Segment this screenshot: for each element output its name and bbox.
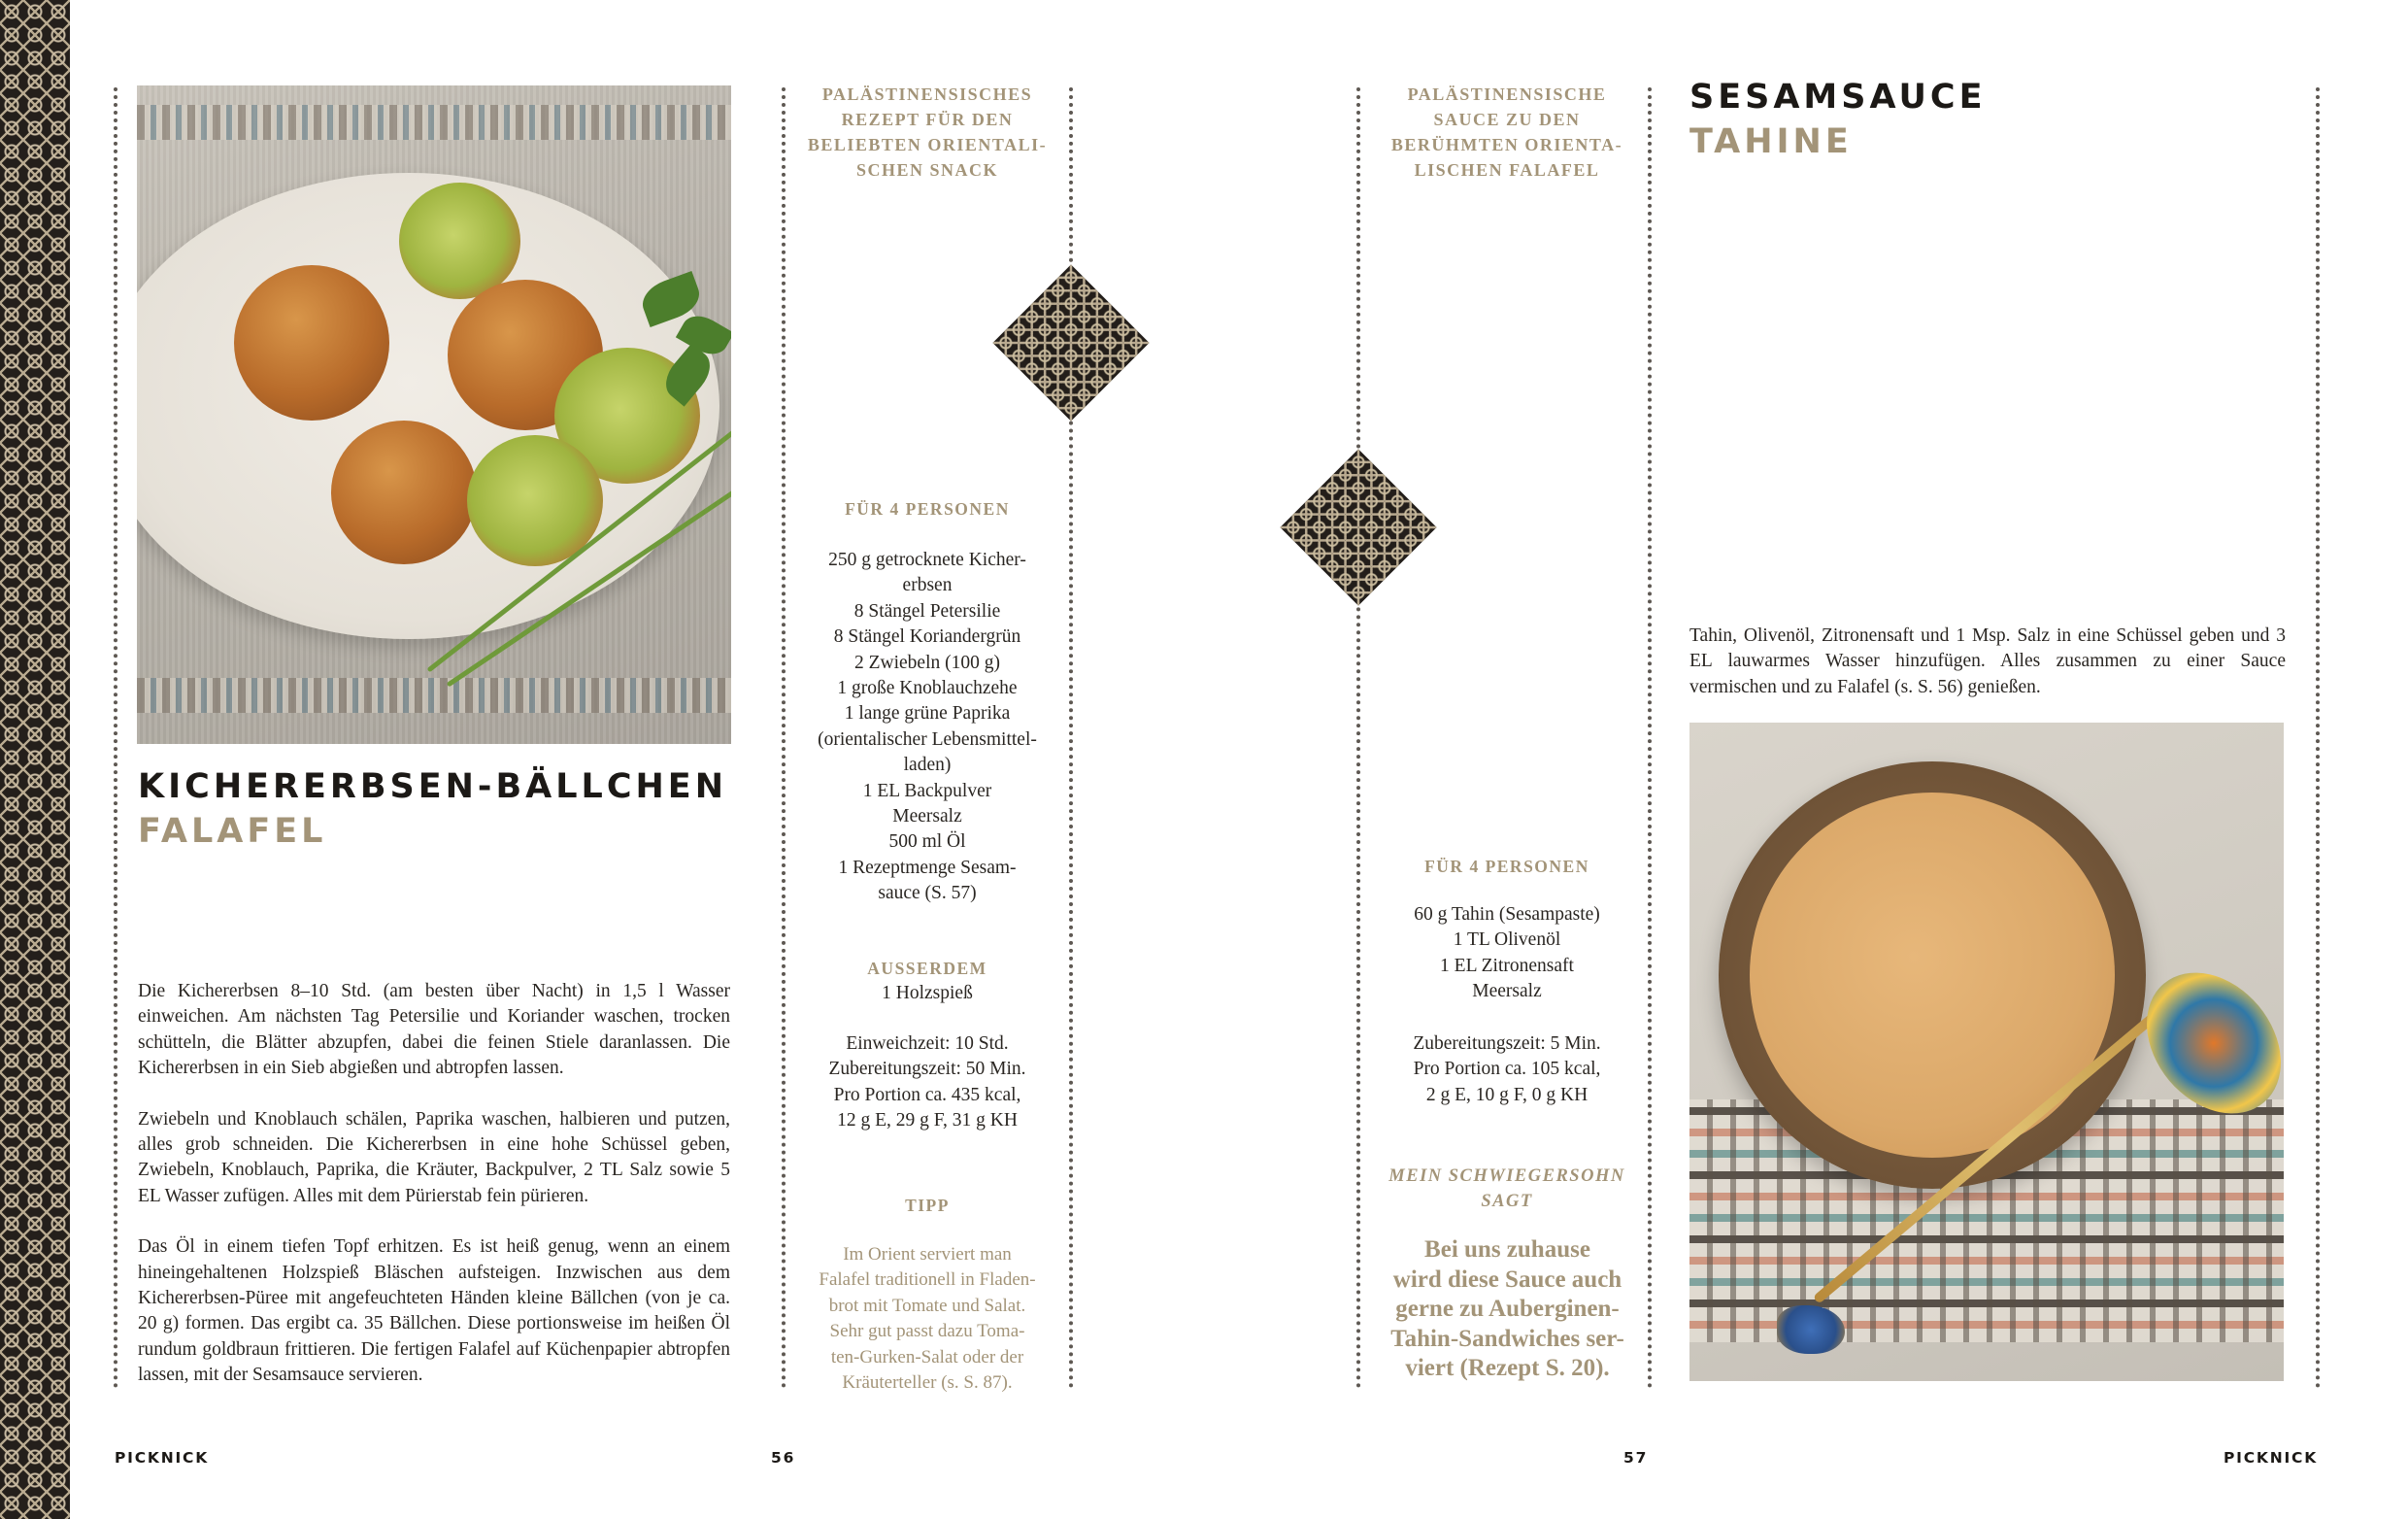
falafel-photo — [137, 85, 731, 744]
tahini-quote-label: MEIN SCHWIEGERSOHN SAGT — [1388, 1166, 1625, 1211]
ingredient-line: 250 g getrocknete Kicher- — [828, 550, 1026, 570]
falafel-step-3: Das Öl in einem tiefen Topf erhitzen. Es ist heiß genug, wenn an einem hineingehaltenen Holzspieß Bläschen aufsteigen. Inzwischen aus dem Kichererbsen-Püree mit angefeuchteten Händen kleine Bällchen (von je ca. 20 g) formen. Das ergibt ca. 35 Bällchen. Diese portionsweise im heißen Öl rundum goldbraun frittieren. Die fertigen Falafel auf Küchenpapier abtropfen lassen, mit der Sesamsauce servieren. — [138, 1236, 730, 1386]
tahini-side-heading: PALÄSTINENSISCHE SAUCE ZU DEN BERÜHMTEN ORIENTA- LISCHEN FALAFEL — [1390, 84, 1623, 180]
falafel-step-1: Die Kichererbsen 8–10 Std. (am besten über Nacht) in 1,5 l Wasser einweichen. Am nächsten Tag Petersilie und Koriander waschen, trocken schütteln, die Blätter abzupfen, dabei die feinen Stiele daranlassen. Die Kichererbsen in ein Sieb abgießen und abtropfen lassen. — [138, 981, 730, 1079]
ornament-diamond-right — [1280, 449, 1436, 605]
falafel-extra-item: 1 Holzspieß — [882, 983, 973, 1003]
footer-page-number-left: 56 — [771, 1449, 796, 1467]
ingredient-line: 1 Rezeptmenge Sesam- — [838, 857, 1017, 878]
tahini-ingredients-list — [1371, 902, 1643, 1005]
ingredient-line: 8 Stängel Koriandergrün — [833, 626, 1021, 648]
ingredient-line: 1 große Knoblauchzehe — [837, 678, 1018, 699]
falafel-step-2: Zwiebeln und Knoblauch schälen, Paprika waschen, halbieren und putzen, alles grob schneiden. Die Kichererbsen in eine hohe Schüssel geben, Zwiebeln, Knoblauch, Paprika, die Kräuter, Backpulver, 2 TL Salz sowie 5 EL Wasser zufügen. Alles mit dem Pürierstab fein pürieren. — [138, 1108, 730, 1206]
falafel-side-heading: PALÄSTINENSISCHES REZEPT FÜR DEN BELIEBTEN ORIENTALI- SCHEN SNACK — [807, 84, 1048, 180]
ingredient-line: laden) — [903, 755, 952, 776]
footer-section-left: PICKNICK — [115, 1449, 210, 1467]
tahini-subtitle: TAHINE — [1689, 122, 1853, 161]
tahini-photo — [1689, 723, 2284, 1381]
ingredient-line: 2 Zwiebeln (100 g) — [853, 652, 1000, 673]
falafel-instructions — [138, 979, 730, 1414]
divider-right-mid — [1648, 87, 1652, 1389]
ingredient-line: 8 Stängel Petersilie — [853, 600, 1001, 622]
falafel-ingredients-list — [791, 548, 1063, 907]
ingredient-line: (orientalischer Lebensmittel- — [818, 728, 1037, 750]
tahini-servings-label: FÜR 4 PERSONEN — [1424, 857, 1589, 876]
falafel-times: Einweichzeit: 10 Std. Zubereitungszeit: 50 Min. Pro Portion ca. 435 kcal, 12 g E, 29 g F, 31 g KH — [828, 1033, 1026, 1131]
falafel-title: KICHERERBSEN-BÄLLCHEN — [138, 767, 728, 806]
divider-left-mid — [782, 87, 786, 1389]
ingredient-line: 60 g Tahin (Sesampaste) — [1414, 904, 1600, 925]
ingredient-line: Meersalz — [892, 806, 962, 827]
ornament-diamond-left — [992, 264, 1149, 421]
footer-section-right: PICKNICK — [2224, 1449, 2319, 1467]
ingredient-line: erbsen — [902, 575, 953, 596]
ingredient-line: 1 TL Olivenöl — [1453, 929, 1561, 951]
falafel-tip-label: TIPP — [905, 1196, 950, 1215]
tahini-quote-text: Bei uns zuhause wird diese Sauce auch gerne zu Auberginen- Tahin-Sandwiches ser- viert (Rezept S. 20). — [1390, 1236, 1624, 1381]
divider-right-outer — [2316, 87, 2320, 1389]
falafel-tip-text: Im Orient serviert man Falafel traditionell in Fladen- brot mit Tomate und Salat. Sehr gut passt dazu Toma- ten-Gurken-Salat oder der Kräuterteller (s. S. 87). — [819, 1244, 1036, 1394]
ingredient-line: 500 ml Öl — [888, 831, 966, 853]
ingredient-line: Meersalz — [1472, 981, 1542, 1002]
divider-right-inner — [1356, 87, 1360, 1389]
ingredient-line: 1 EL Zitronensaft — [1440, 955, 1574, 976]
tahini-instructions: Tahin, Olivenöl, Zitronensaft und 1 Msp. Salz in eine Schüssel geben und 3 EL lauwarmes Wasser hinzufügen. Alles zusammen zu einer Sauce vermischen und zu Falafel (s. S. 56) genießen. — [1689, 625, 2286, 697]
falafel-servings-label: FÜR 4 PERSONEN — [845, 499, 1010, 519]
ingredient-line: 1 lange grüne Paprika — [844, 703, 1011, 725]
divider-left-outer — [114, 87, 117, 1389]
falafel-subtitle: FALAFEL — [138, 812, 327, 851]
ingredient-line: 1 EL Backpulver — [862, 780, 992, 801]
falafel-extra-label: AUSSERDEM — [867, 959, 987, 978]
tahini-title: SESAMSAUCE — [1689, 78, 1987, 117]
footer-page-number-right: 57 — [1623, 1449, 1649, 1467]
tahini-times: Zubereitungszeit: 5 Min. Pro Portion ca. 105 kcal, 2 g E, 10 g F, 0 g KH — [1413, 1033, 1601, 1105]
ornament-border-strip — [0, 0, 70, 1519]
ingredient-line: sauce (S. 57) — [878, 883, 977, 904]
